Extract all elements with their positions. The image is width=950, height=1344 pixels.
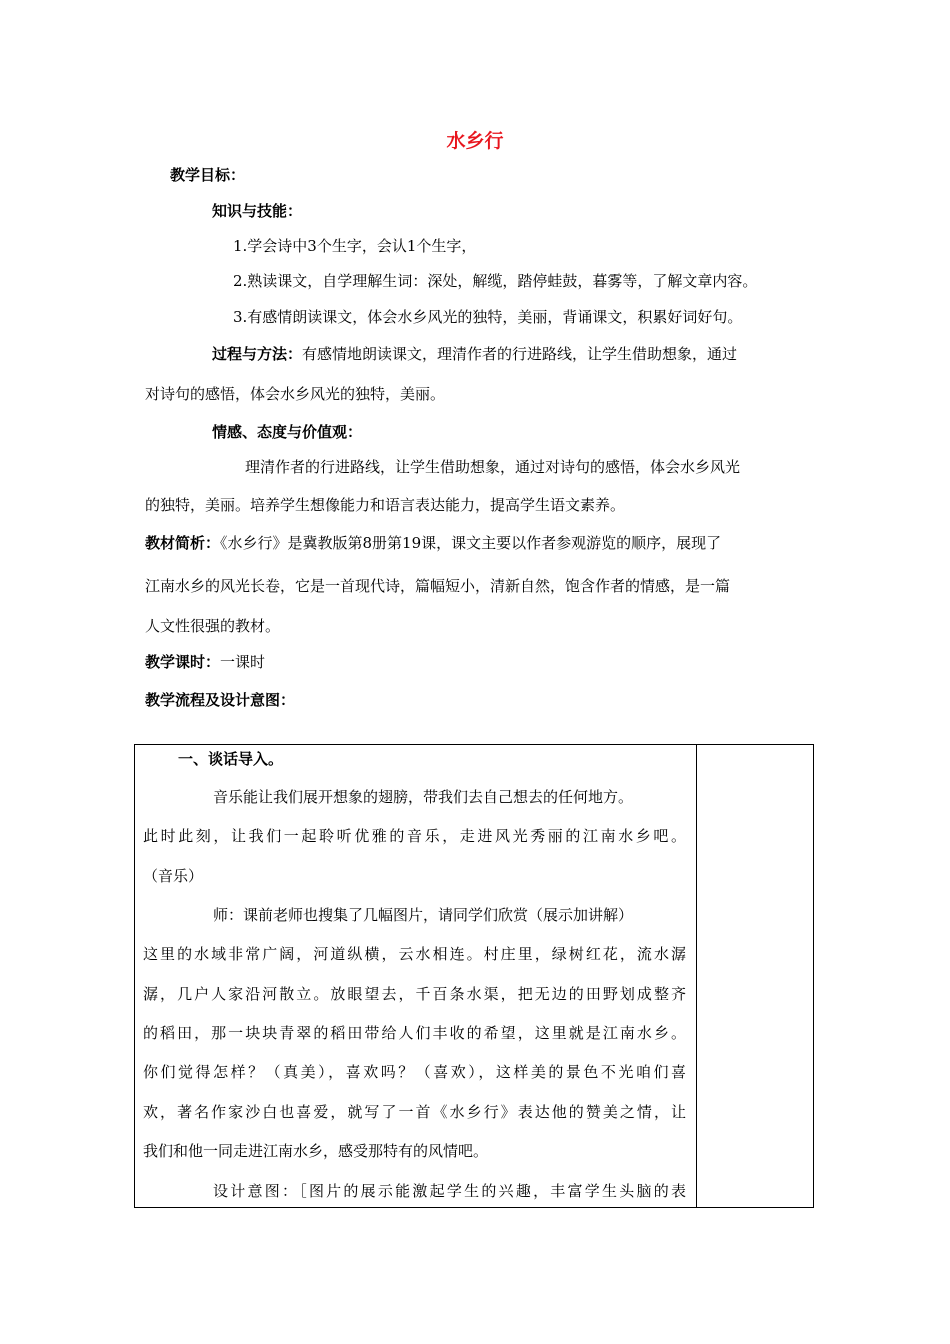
objectives-heading: 教学目标： <box>170 166 246 184</box>
analysis-line-2: 江南水乡的风光长卷，它是一首现代诗，篇幅短小，清新自然，饱含作者的情感，是一篇 <box>145 577 731 595</box>
hours-label: 教学课时： <box>145 653 221 671</box>
table-column-divider <box>696 744 697 1208</box>
table-line-2: 此时此刻，让我们一起聆听优雅的音乐，走进风光秀丽的江南水乡吧。 <box>143 827 686 845</box>
table-line-4: 师：课前老师也搜集了几幅图片，请同学们欣赏（展示加讲解） <box>213 906 634 924</box>
objective-item-2: 2.熟读课文，自学理解生词：深处，解缆，踏停蛙鼓，暮雾等，了解文章内容。 <box>233 272 758 290</box>
emotion-line-1: 理清作者的行进路线，让学生借助想象，通过对诗句的感悟，体会水乡风光 <box>245 458 741 476</box>
table-line-9: 欢，著名作家沙白也喜爱，就写了一首《水乡行》表达他的赞美之情，让 <box>143 1103 686 1121</box>
table-line-1: 音乐能让我们展开想象的翅膀，带我们去自己想去的任何地方。 <box>213 788 634 806</box>
emotion-line-2: 的独特，美丽。培养学生想像能力和语言表达能力，提高学生语文素养。 <box>145 496 626 514</box>
analysis-line-3: 人文性很强的教材。 <box>145 617 281 635</box>
table-line-3: （音乐） <box>143 867 204 885</box>
table-line-8: 你们觉得怎样？（真美），喜欢吗？（喜欢），这样美的景色不光咱们喜 <box>143 1063 686 1081</box>
hours-line <box>145 652 265 672</box>
process-label: 过程与方法： <box>212 345 303 363</box>
process-text-1: 有感情地朗读课文，理清作者的行进路线，让学生借助想象，通过 <box>302 345 738 363</box>
flow-heading: 教学流程及设计意图： <box>145 691 296 709</box>
hours-value: 一课时 <box>220 653 266 671</box>
table-line-6: 潺，几户人家沿河散立。放眼望去，千百条水渠，把无边的田野划成整齐 <box>143 985 686 1003</box>
table-section-title: 一、谈话导入。 <box>178 750 284 768</box>
analysis-label: 教材简析： <box>145 534 221 552</box>
table-line-10: 我们和他一同走进江南水乡，感受那特有的风情吧。 <box>143 1142 489 1160</box>
objective-item-1: 1.学会诗中3个生字，会认1个生字， <box>233 237 477 255</box>
objective-item-3: 3.有感情朗读课文，体会水乡风光的独特，美丽，背诵课文，积累好词好句。 <box>233 308 743 326</box>
table-line-7: 的稻田，那一块块青翠的稻田带给人们丰收的希望，这里就是江南水乡。 <box>143 1024 686 1042</box>
analysis-line-1 <box>145 533 721 553</box>
table-line-5: 这里的水域非常广阔，河道纵横，云水相连。村庄里，绿树红花，流水潺 <box>143 945 686 963</box>
process-line-1 <box>212 344 737 364</box>
lesson-flow-table <box>134 744 814 1208</box>
table-line-11: 设计意图：［图片的展示能激起学生的兴趣，丰富学生头脑的表 <box>213 1182 686 1200</box>
document-title: 水乡行 <box>446 130 504 152</box>
knowledge-heading: 知识与技能： <box>212 202 303 220</box>
emotion-heading: 情感、态度与价值观： <box>212 423 363 441</box>
analysis-text-1: 《水乡行》是冀教版第8册第19课，课文主要以作者参观游览的顺序，展现了 <box>220 534 722 552</box>
process-line-2: 对诗句的感悟，体会水乡风光的独特，美丽。 <box>145 385 446 403</box>
